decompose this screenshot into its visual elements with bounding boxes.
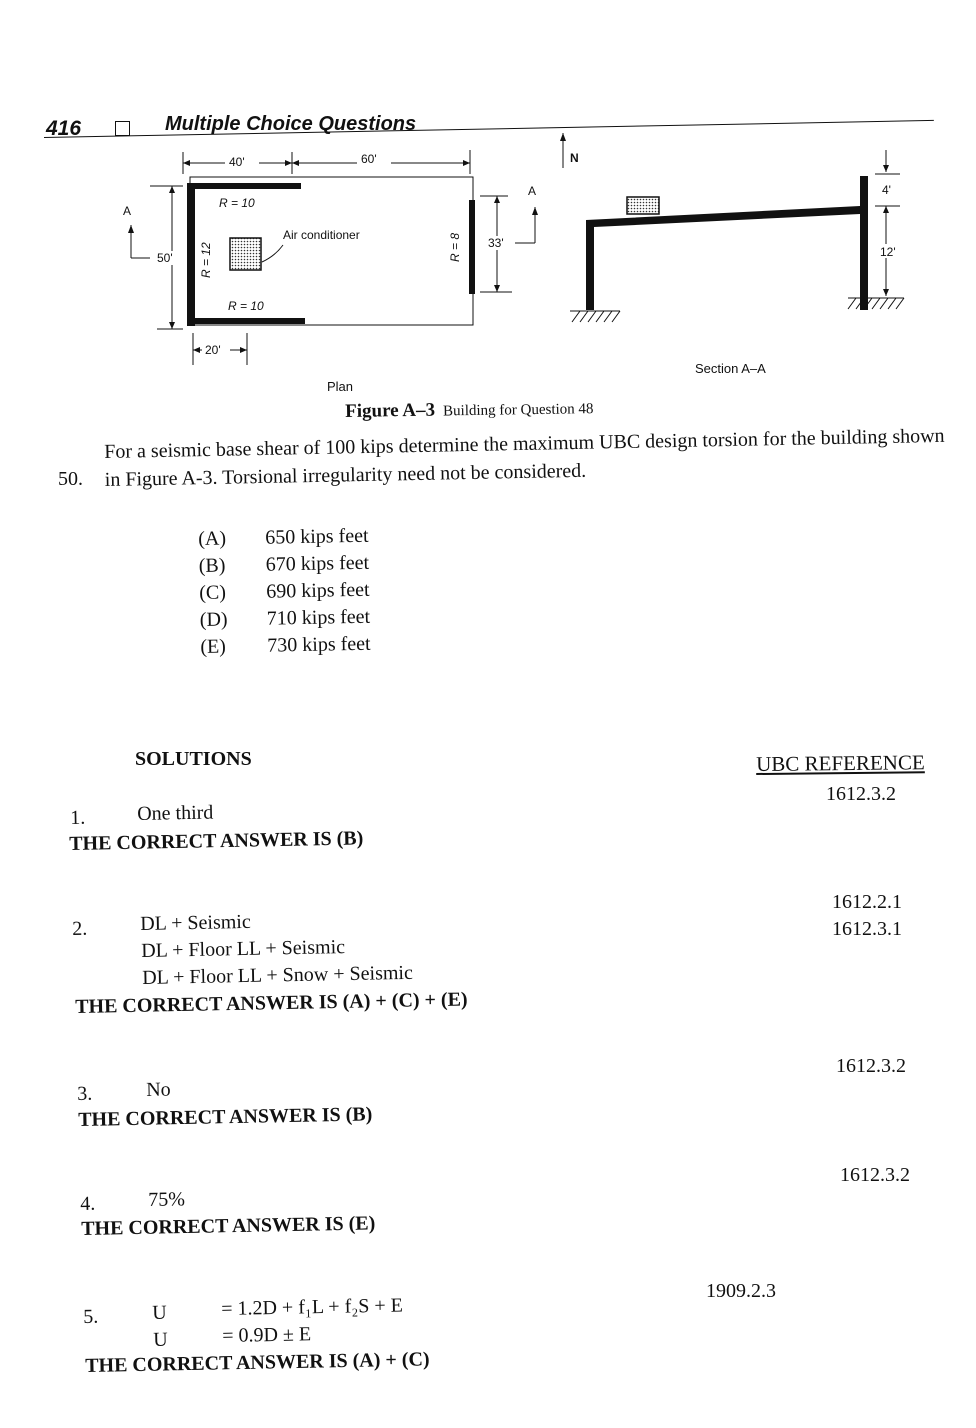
ac-leader-line [262,245,283,262]
rigidity-right: R = 8 [448,232,462,262]
correct-answer: THE CORRECT ANSWER IS (A) + (C) + (E) [75,988,468,1018]
option-d: (D) 710 kips feet [199,605,371,631]
option-a: (A) 650 kips feet [198,524,369,550]
dim-4ft: 4' [882,183,891,197]
ref-1612-3-2: 1612.3.2 [836,1055,906,1077]
frame-right-wall [860,176,868,310]
rigidity-bottom: R = 10 [228,299,264,313]
solution-line: U [153,1328,168,1351]
figure-caption-label: Figure A–3 [345,399,436,422]
section-mark-right: A [528,184,537,198]
correct-answer: THE CORRECT ANSWER IS (B) [78,1103,373,1131]
wall-right [469,200,475,294]
dim-40ft: 40' [229,155,245,169]
option-e: (E) 730 kips feet [200,632,371,658]
dim-50ft: 50' [157,251,173,265]
solution-line: U [152,1301,167,1324]
section-caption: Section A–A [695,361,766,376]
solution-line: DL + Seismic [140,910,251,935]
rigidity-left: R = 12 [199,242,213,278]
figure-caption [345,397,594,423]
option-c: (C) 690 kips feet [199,578,370,604]
plan-caption: Plan [327,379,354,394]
dim-33ft: 33' [488,236,504,250]
solution-number: 1. [70,806,86,829]
question-number: 50. [58,468,83,490]
solution-line: DL + Floor LL + Seismic [141,936,346,962]
figure-caption-text: Building for Question 48 [442,401,594,420]
ref-1612-3-2: 1612.3.2 [840,1164,910,1186]
ubc-reference-heading: UBC REFERENCE [756,750,925,776]
solution-line: = 0.9D ± E [222,1323,312,1347]
ref-1612-3-2: 1612.3.2 [826,783,896,805]
rigidity-top: R = 10 [219,196,255,210]
ref-1612-3-1: 1612.3.1 [832,918,902,940]
solution-number: 2. [72,917,88,940]
ref-1909-2-3: 1909.2.3 [706,1280,776,1302]
solution-line: One third [137,801,214,825]
option-b: (B) 670 kips feet [198,551,370,577]
plan-view [123,133,579,394]
dim-60ft: 60' [361,152,377,166]
wall-bottom [187,318,305,324]
solution-line: 75% [148,1188,186,1211]
section-view [570,150,904,376]
solution-number: 3. [77,1082,93,1105]
solution-line: = 1.2D + f₁L + f₂S + E [221,1294,404,1320]
solution-number: 5. [83,1305,99,1328]
solution-line: No [146,1078,171,1101]
section-ac-unit [627,197,659,214]
figure-a3 [0,0,976,440]
wall-top [187,183,301,189]
correct-answer: THE CORRECT ANSWER IS (A) + (C) [85,1348,430,1377]
page-number: 416 [46,117,82,140]
dim-12ft: 12' [880,245,896,259]
frame-beam-left-column [586,206,860,310]
solution-line: DL + Floor LL + Snow + Seismic [142,961,414,989]
ref-1612-2-1: 1612.2.1 [832,891,902,913]
answer-options [198,523,371,661]
solution-number: 4. [80,1192,96,1215]
dim-20ft: 20' [205,343,221,357]
correct-answer: THE CORRECT ANSWER IS (B) [69,827,364,855]
ac-label: Air conditioner [283,228,360,242]
question-text: For a seismic base shear of 100 kips determine the maximum UBC design torsion for the building shown in Figure A-3. Torsional irregularity need not be considered. [104,424,945,491]
correct-answer: THE CORRECT ANSWER IS (E) [81,1212,376,1240]
solutions-heading: SOLUTIONS [135,748,252,770]
section-mark-left: A [123,204,132,218]
section-title: Multiple Choice Questions [165,113,417,135]
north-label: N [570,151,579,165]
wall-left [187,183,195,326]
air-conditioner-unit [230,238,261,270]
